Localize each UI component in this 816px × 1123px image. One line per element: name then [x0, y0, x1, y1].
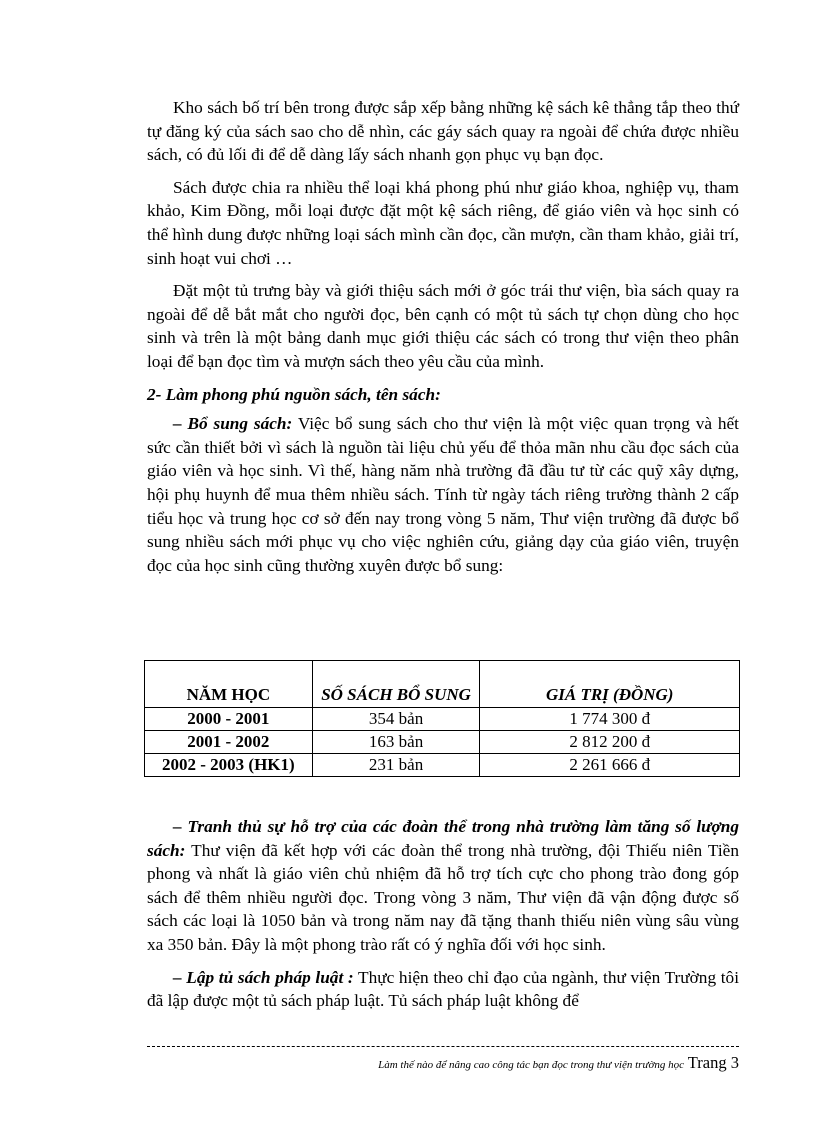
paragraph-2: Sách được chia ra nhiều thể loại khá phong phú như giáo khoa, nghiệp vụ, tham khảo, Kim Đồng, mỗi loại được đặt một kệ sách riêng, để giáo viên và học sinh có thể hình dung được những loại sách mình cần đọc, cần mượn, cần tham khảo, giải trí, sinh hoạt vui chơi …: [147, 177, 739, 268]
header-nam-hoc: NĂM HỌC: [145, 661, 313, 708]
table-row: [145, 708, 740, 731]
table-cell-value: 2 261 666 đ: [480, 754, 740, 777]
page-number: Trang 3: [687, 1053, 739, 1072]
paragraph-tranh-thu: [147, 815, 739, 957]
table-cell-year: 2002 - 2003 (HK1): [145, 754, 313, 777]
paragraph-1: Kho sách bố trí bên trong được sắp xếp bằng những kệ sách kê thẳng tắp theo thứ tự đăng ký của sách sao cho dễ nhìn, các gáy sách quay ra ngoài để chứa được nhiều sách, có đủ lối đi để dễ dàng lấy sách nhanh gọn phục vụ bạn đọc.: [147, 98, 739, 165]
table-row: [145, 754, 740, 777]
paragraph-lap-tu: [147, 966, 739, 1013]
footer-title: Làm thế nào để nâng cao công tác bạn đọc trong thư viện trường học: [378, 1059, 684, 1071]
paragraph-3: Đặt một tủ trưng bày và giới thiệu sách mới ở góc trái thư viện, bìa sách quay ra ngoài để dễ bắt mắt cho người đọc, bên cạnh có một tủ sách tự chọn dùng cho học sinh và trên là một bảng danh mục giới thiệu các sách có trong thư viện theo phân loại để bạn đọc tìm và mượn sách theo yêu cầu của mình.: [147, 281, 739, 371]
bo-sung-lead: – Bổ sung sách:: [173, 414, 293, 434]
paragraph-bo-sung: [147, 412, 739, 577]
body-text-top: [147, 96, 739, 586]
section-heading: 2- Làm phong phú nguồn sách, tên sách:: [147, 384, 441, 404]
lap-tu-text: Thực hiện theo chỉ đạo của ngành, thư viện Trường tôi đã lập được một tủ sách pháp luật. Tủ sách pháp luật không để: [147, 967, 739, 1011]
page-footer: [147, 1053, 739, 1073]
table-header-row: [145, 661, 740, 708]
tranh-thu-text: Thư viện đã kết hợp với các đoàn thể trong nhà trường, đội Thiếu niên Tiền phong và nhất là giáo viên chủ nhiệm đã hỗ trợ tích cực cho phong trào đong góp sách để thêm nhiều người đọc. Trong vòng 3 năm, Thư viện đã vận động được số sách các loại là 1050 bản và trong năm nay đã tặng thanh thiếu niên vùng sâu vùng xa 350 bản. Đây là một phong trào rất có ý nghĩa đối với học sinh.: [147, 840, 739, 954]
header-gia-tri: GIÁ TRỊ (ĐỒNG): [480, 661, 740, 708]
bo-sung-text: Việc bổ sung sách cho thư viện là một việc quan trọng và hết sức cần thiết bởi vì sách là nguồn tài liệu chủ yếu để thỏa mãn nhu cầu đọc sách của giáo viên và học sinh. Vì thế, hàng năm nhà trường đã đầu tư từ các quỹ xây dựng, hội phụ huynh để mua thêm nhiều sách. Tính từ ngày tách riêng trường thành 2 cấp tiểu học và trung học cơ sở đến nay trong vòng 5 năm, Thư viện trường đã được bổ sung nhiều sách mới phục vụ cho việc nghiên cứu, giảng dạy của giáo viên, truyện đọc của học sinh cũng thường xuyên được bổ sung:: [147, 414, 739, 575]
tranh-thu-lead: – Tranh thủ sự hỗ trợ của các đoàn thể trong nhà trường làm tăng số lượng sách:: [147, 817, 739, 860]
table-cell-year: 2001 - 2002: [145, 731, 313, 754]
lap-tu-lead: – Lập tủ sách pháp luật :: [173, 967, 354, 987]
book-supplement-table: [144, 660, 740, 777]
table-cell-count: 354 bản: [312, 708, 480, 731]
table-row: [145, 731, 740, 754]
table-cell-count: 163 bản: [312, 731, 480, 754]
table-cell-value: 1 774 300 đ: [480, 708, 740, 731]
footer-divider: [147, 1046, 739, 1047]
table-cell-count: 231 bản: [312, 754, 480, 777]
table-cell-year: 2000 - 2001: [145, 708, 313, 731]
header-so-sach: SỐ SÁCH BỔ SUNG: [312, 661, 480, 708]
body-text-bottom: [147, 815, 739, 1022]
table-cell-value: 2 812 200 đ: [480, 731, 740, 754]
